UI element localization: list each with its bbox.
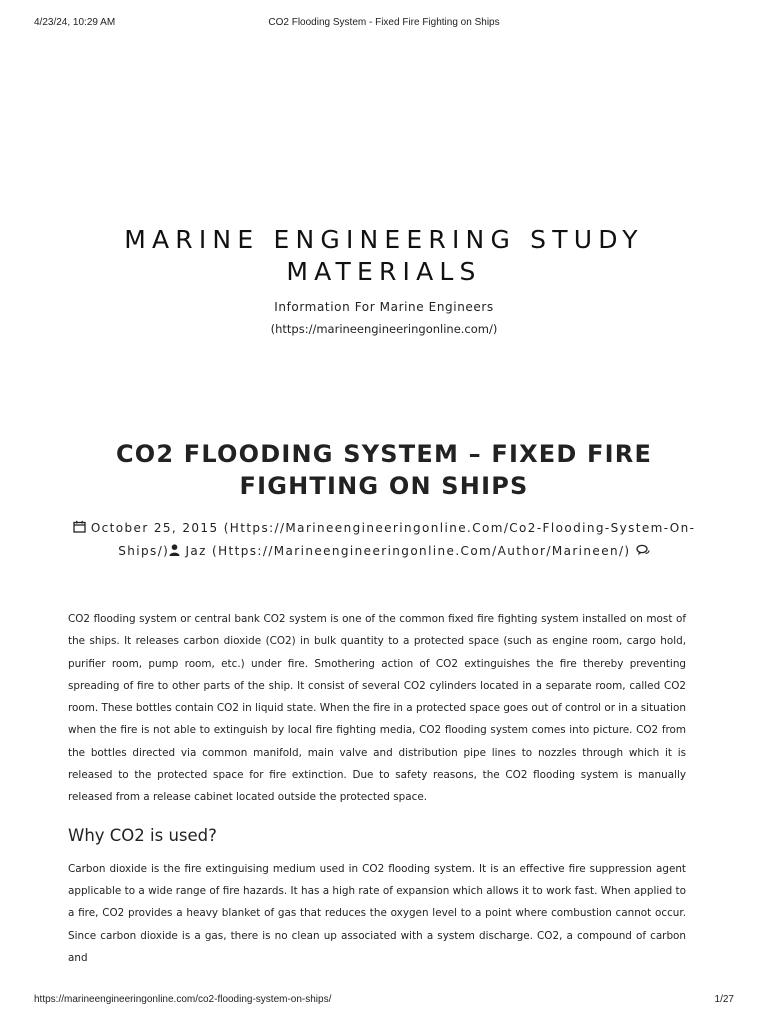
post-date-link[interactable]: October 25, 2015 (Https://Marineengineeringonline.Com/Co2-Flooding-System-On-Ships/)	[90, 521, 696, 558]
user-icon	[169, 541, 180, 563]
site-tagline: Information For Marine Engineers	[274, 300, 494, 314]
print-header	[34, 17, 734, 31]
post-paragraph: Carbon dioxide is the fire extinguising medium used in CO2 flooding system. It is an effective fire suppression agent applicable to a wide range of fire hazards. It has a high rate of expansion which allows it to work fast. When applied to a fire, CO2 provides a heavy blanket of gas that reduces the oxygen level to a point where combustion cannot occur. Since carbon dioxide is a gas, there is no clean up associated with a system discharge. CO2, a compound of carbon and	[68, 862, 686, 964]
print-url: https://marineengineeringonline.com/co2-flooding-system-on-ships/	[34, 994, 332, 1005]
post-content	[68, 608, 686, 969]
calendar-icon	[73, 518, 86, 540]
comment-icon[interactable]	[636, 541, 650, 563]
print-doc-title: CO2 Flooding System - Fixed Fire Fighting on Ships	[268, 17, 500, 28]
print-datetime: 4/23/24, 10:29 AM	[34, 17, 116, 28]
post-author-link[interactable]: Jaz (Https://Marineengineeringonline.Com/Author/Marineen/)	[185, 544, 631, 558]
site-title-link[interactable]: MARINE ENGINEERING STUDY MATERIALS	[124, 225, 644, 286]
print-page-number: 1/27	[714, 994, 734, 1005]
print-footer	[34, 994, 734, 1008]
post-meta	[60, 517, 708, 563]
post-paragraph: CO2 flooding system or central bank CO2 system is one of the common fixed fire fighting system installed on most of the ships. It releases carbon dioxide (CO2) in bulk quantity to a protected space (such as engine room, cargo hold, purifier room, pump room, etc.) under fire. Smothering action of CO2 extinguishes the fire thereby preventing spreading of fire to other parts of the ship. It consist of several CO2 cylinders located in a separate room, called CO2 room. These bottles contain CO2 in liquid state. When the fire in a protected space goes out of control or in a situation when the fire is not able to extinguish by local fire fighting media, CO2 flooding system comes into picture. CO2 from the bottles directed via common manifold, main valve and distribution pipe lines to nozzles through which it is released to the protected space for fire extinction. Due to safety reasons, the CO2 flooding system is manually released from a release cabinet located outside the protected space.	[68, 613, 686, 804]
post-title: CO2 FLOODING SYSTEM – FIXED FIRE FIGHTING ON SHIPS	[115, 440, 653, 500]
site-home-link[interactable]: (https://marineengineeringonline.com/)	[270, 322, 498, 336]
section-heading: Why CO2 is used?	[68, 825, 217, 845]
